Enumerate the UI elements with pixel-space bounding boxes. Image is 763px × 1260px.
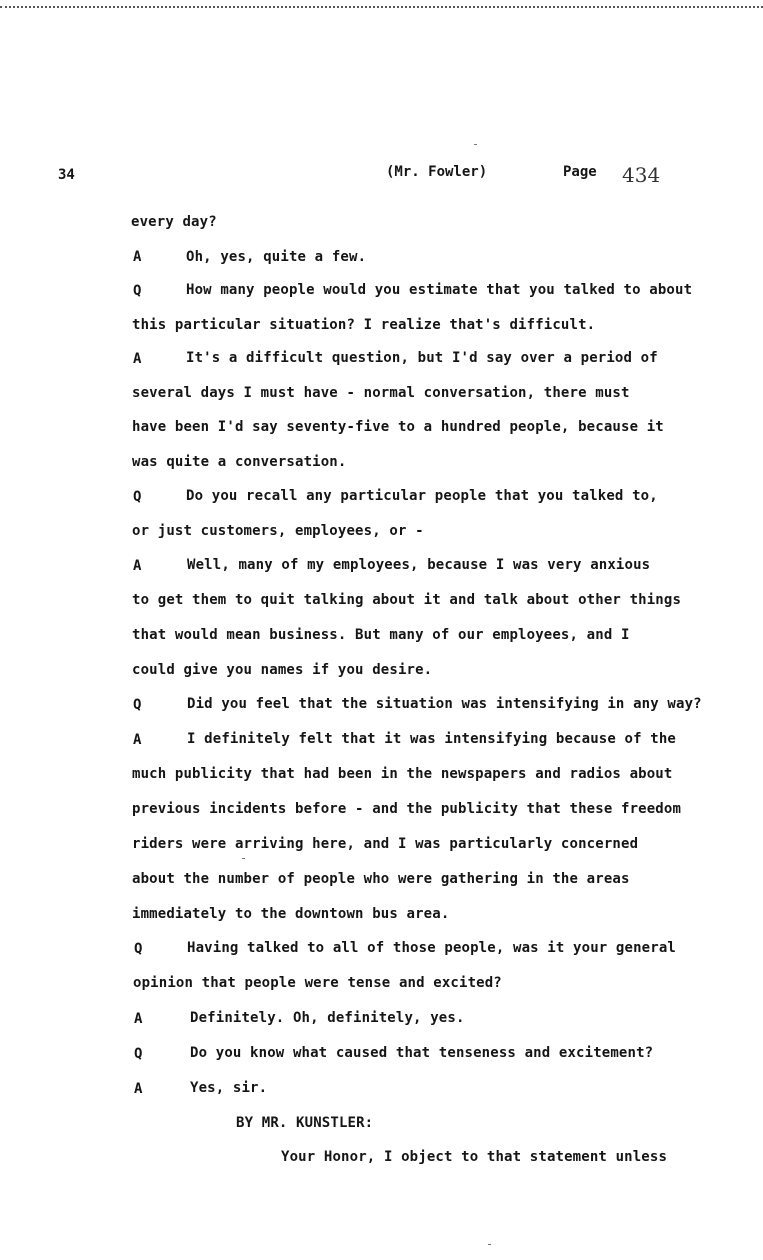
transcript-line: every day?	[131, 214, 217, 230]
speaker-label: A	[133, 558, 142, 574]
speaker-label: A	[133, 732, 142, 748]
transcript-line: was quite a conversation.	[132, 454, 347, 470]
scan-speck	[474, 144, 477, 145]
transcript-line: Do you recall any particular people that you talked to,	[186, 488, 658, 504]
scan-speck	[242, 858, 245, 859]
transcript-line: How many people would you estimate that you talked to about	[186, 282, 693, 298]
scan-speck	[488, 1244, 491, 1245]
transcript-line: Well, many of my employees, because I was very anxious	[187, 557, 651, 573]
transcript-line: opinion that people were tense and excited?	[133, 975, 502, 991]
speaker-label: Q	[133, 489, 142, 505]
transcript-line: several days I must have - normal conversation, there must	[132, 385, 630, 401]
witness-name: (Mr. Fowler)	[386, 164, 488, 180]
transcript-line: Did you feel that the situation was intensifying in any way?	[187, 696, 702, 712]
transcript-line: Oh, yes, quite a few.	[186, 249, 367, 265]
transcript-line: Do you know what caused that tenseness and excitement?	[190, 1045, 654, 1061]
transcript-line: have been I'd say seventy-five to a hundred people, because it	[132, 419, 664, 435]
transcript-line: or just customers, employees, or -	[132, 523, 424, 539]
transcript-line: immediately to the downtown bus area.	[132, 906, 450, 922]
transcript-line: I definitely felt that it was intensifying because of the	[187, 731, 676, 747]
transcript-line: to get them to quit talking about it and talk about other things	[132, 592, 682, 608]
page-label: Page	[563, 164, 597, 180]
speaker-label: A	[134, 1011, 143, 1027]
examiner-heading: BY MR. KUNSTLER:	[236, 1115, 374, 1131]
transcript-line: that would mean business. But many of our employees, and I	[132, 627, 630, 643]
speaker-label: Q	[133, 697, 142, 713]
transcript-line: could give you names if you desire.	[132, 662, 433, 678]
speaker-label: A	[134, 1081, 143, 1097]
transcript-line: much publicity that had been in the newspapers and radios about	[132, 766, 673, 782]
transcript-line: previous incidents before - and the publicity that these freedom	[132, 801, 682, 817]
transcript-line: this particular situation? I realize that's difficult.	[132, 317, 596, 333]
transcript-line: about the number of people who were gathering in the areas	[132, 871, 630, 887]
speaker-label: A	[133, 351, 142, 367]
transcript-line: Having talked to all of those people, was it your general	[187, 940, 676, 956]
page-top-border	[0, 0, 763, 8]
page-number: 434	[622, 163, 661, 187]
line-number: 34	[58, 167, 75, 183]
transcript-line: It's a difficult question, but I'd say over a period of	[186, 350, 658, 366]
transcript-line: Yes, sir.	[190, 1080, 268, 1096]
transcript-line: Your Honor, I object to that statement unless	[281, 1149, 668, 1165]
speaker-label: Q	[133, 283, 142, 299]
transcript-line: riders were arriving here, and I was particularly concerned	[132, 836, 639, 852]
speaker-label: A	[133, 249, 142, 265]
speaker-label: Q	[134, 1046, 143, 1062]
speaker-label: Q	[134, 941, 143, 957]
transcript-line: Definitely. Oh, definitely, yes.	[190, 1010, 465, 1026]
